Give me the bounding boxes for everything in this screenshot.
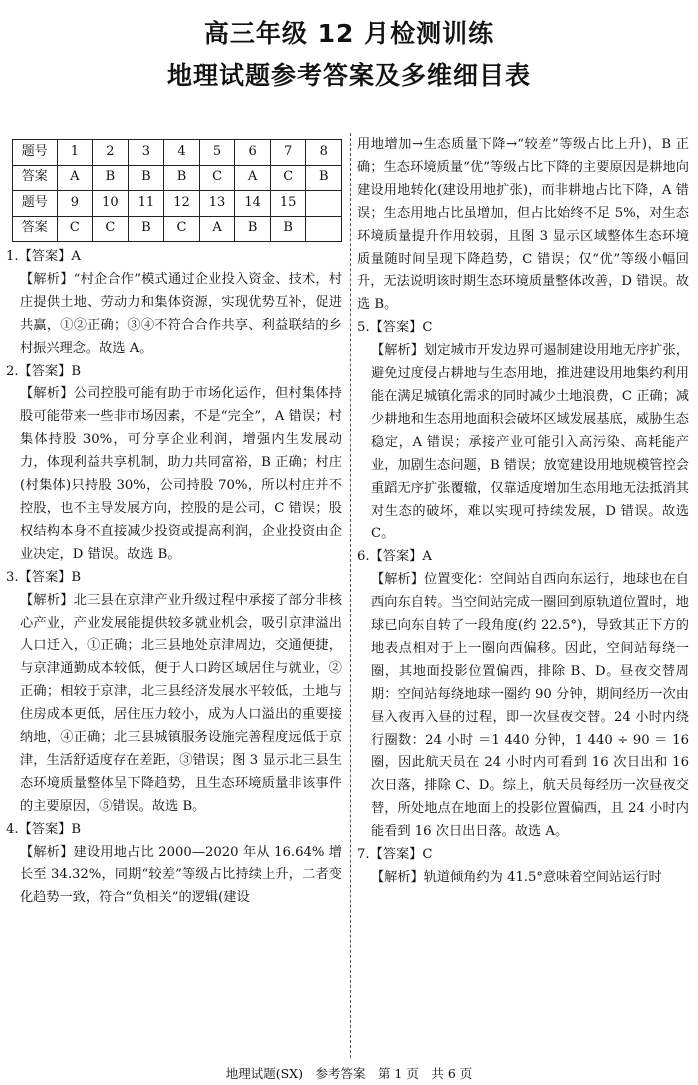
table-cell: 8: [306, 140, 342, 166]
table-row: [13, 191, 342, 217]
table-cell: 9: [57, 191, 92, 217]
question-answer-line: 4.【答案】B: [6, 821, 82, 837]
explanation-paragraph: 【解析】建设用地占比 2000—2020 年从 16.64% 增长至 34.32%，同期“较差”等级占比持续上升，二者变化趋势一致，符合“负相关”的逻辑(建设: [20, 844, 342, 906]
table-cell: B: [128, 216, 164, 242]
explanation-paragraph: 【解析】“村企合作”模式通过企业投入资金、技术，村庄提供土地、劳动力和集体资源，实现优势互补，促进共赢，①②正确；③④不符合合作共享、利益联结的乡村振兴理念。故选 A。: [20, 271, 342, 356]
table-cell: 10: [93, 191, 129, 217]
explanation-paragraph: 【解析】公司控股可能有助于市场化运作，但村集体持股可能带来一些非市场因素，不是“完全”，A 错误；村集体持股 30%，可分享企业利润，增强内生发展动力，体现利益共享机制，助力共同富裕，B 正确；村庄(村集体)只持股 30%，公司持股 70%，所以村庄并不控股，也不主导发展方向，控股的是公司，C 错误；股权结构本身不直接减少投资或提高利润，企业投资由企业决定，D 错误。故选 B。: [20, 386, 342, 562]
explanation-paragraph: 【解析】划定城市开发边界可遏制建设用地无序扩张，避免过度侵占耕地与生态用地，推进建设用地集约利用能在满足城镇化需求的同时减少土地浪费，C 正确；减少耕地和生态用地面积会破坏区域发展基底，威胁生态稳定，A 错误；承接产业可能引入高污染、高耗能产业，加剧生态问题，B 错误；放宽建设用地规模管控会重蹈无序扩张覆辙，仅靠适度增加生态用地无法抵消其对生态的破坏，难以实现可持续发展，D 错误。故选 C。: [371, 343, 689, 542]
table-cell: [306, 191, 342, 217]
table-cell: A: [57, 165, 92, 191]
table-cell: 11: [128, 191, 164, 217]
table-cell: 13: [199, 191, 235, 217]
table-cell: C: [199, 165, 235, 191]
table-cell: 1: [57, 140, 92, 166]
table-cell: 3: [128, 140, 164, 166]
explanation-paragraph: 【解析】轨道倾角约为 41.5°意味着空间站运行时: [371, 870, 662, 885]
explanation-paragraph: 【解析】位置变化：空间站自西向东运行，地球也在自西向东自转。当空间站完成一圈回到原轨道位置时，地球已向东自转了一段角度(约 22.5°)，导致其正下方的地表点相对于上一圈向西偏移。因此，空间站每绕一圈，其地面投影位置偏西，排除 B、D。昼夜交替周期：空间站每绕地球一圈约 90 分钟，期间经历一次由昼入夜再入昼的过程，即一次昼夜交替。24 小时内绕行圈数：24 小时 ＝1 440 分钟，1 440 ÷ 90 ＝ 16 圈，因此航天员在 24 小时内可看到 16 次日出和 16 次日落，排除 C、D。综上，航天员每经历一次昼夜交替，所处地点在地面上的投影位置偏西，且 24 小时内能看到 16 次日出日落。故选 A。: [371, 572, 689, 840]
table-cell: B: [164, 165, 200, 191]
page-footer: 地理试题(SX) 参考答案 第 1 页 共 6 页: [225, 1066, 473, 1081]
table-cell: 7: [270, 140, 306, 166]
table-cell: 5: [199, 140, 235, 166]
table-cell: B: [270, 216, 306, 242]
table-row-header: 答案: [13, 165, 58, 191]
table-cell: C: [164, 216, 200, 242]
table-cell: B: [306, 165, 342, 191]
right-column: [357, 134, 689, 890]
table-row-header: 题号: [13, 140, 58, 166]
question-answer-line: 5.【答案】C: [357, 320, 433, 336]
table-cell: 15: [270, 191, 306, 217]
table-cell: 14: [235, 191, 271, 217]
question-answer-line: 1.【答案】A: [6, 249, 81, 264]
table-cell: 6: [235, 140, 271, 166]
table-cell: 2: [93, 140, 129, 166]
explanation-paragraph: 【解析】北三县在京津产业升级过程中承接了部分非核心产业，产业发展能提供较多就业机会，吸引京津溢出人口迁入，①正确；北三县地处京津周边，交通便捷，与京津通勤成本较低，便于人口跨区域居住与就业，②正确；相较于京津，北三县经济发展水平较低，土地与住房成本更低，居住压力较小，成为人口溢出的重要接纳地，④正确；北三县城镇服务设施完善程度远低于京津，生活舒适度存在差距，③错误；图 3 显示北三县生态环境质量整体呈下降趋势，且生态环境质量非该事件的主要原因，⑤错误。故选 B。: [20, 592, 342, 814]
table-cell: B: [93, 165, 129, 191]
question-answer-line: 7.【答案】C: [357, 847, 433, 863]
table-cell: A: [235, 165, 271, 191]
table-row: [13, 165, 342, 191]
table-cell: 4: [164, 140, 200, 166]
table-cell: 12: [164, 191, 200, 217]
table-row-header: 题号: [13, 191, 58, 217]
table-row-header: 答案: [13, 216, 58, 242]
explanation-paragraph: 用地增加→生态质量下降→“较差”等级占比上升)，B 正确；生态环境质量“优”等级占比下降的主要原因是耕地向建设用地转化(建设用地扩张)，而非耕地占比下降，A 错误；生态用地占比虽增加，但占比始终不足 5%，对生态环境质量提升作用较弱，且图 3 显示区域整体生态环境质量随时间呈现下降趋势，C 错误；仅“优”等级小幅回升，无法说明该时期生态环境质量整体改善，D 错误。故选 B。: [357, 137, 689, 313]
table-cell: C: [57, 216, 92, 242]
table-cell: B: [128, 165, 164, 191]
question-answer-line: 2.【答案】B: [6, 363, 82, 379]
question-answer-line: 3.【答案】B: [6, 569, 82, 585]
page-subtitle: 地理试题参考答案及多维细目表: [166, 61, 531, 90]
left-column: [6, 133, 342, 910]
table-row: [13, 216, 342, 242]
answer-table: [12, 139, 342, 242]
table-cell: C: [93, 216, 129, 242]
page-title: 高三年级 12 月检测训练: [203, 19, 495, 48]
table-cell: A: [199, 216, 235, 242]
table-cell: B: [235, 216, 271, 242]
column-divider: [350, 133, 351, 1058]
question-answer-line: 6.【答案】A: [357, 549, 432, 565]
table-cell: [306, 216, 342, 242]
table-cell: C: [270, 165, 306, 191]
table-row: [13, 140, 342, 166]
